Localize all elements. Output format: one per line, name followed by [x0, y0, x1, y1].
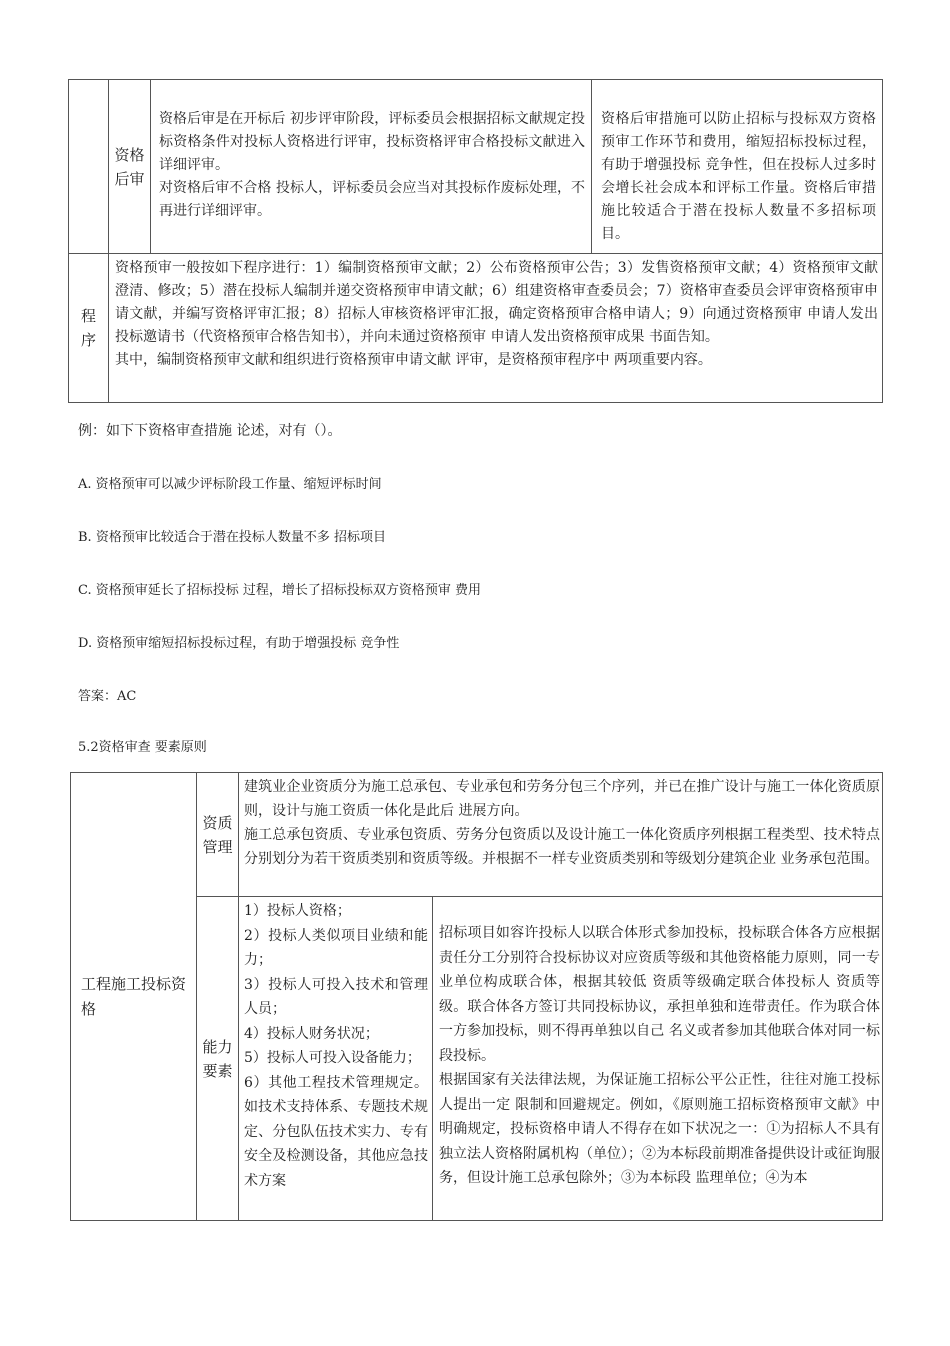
post-review-desc-para: 资格后审是在开标后 初步评审阶段，评标委员会根据招标文献规定投标资格条件对投标人资格进行评审，投标资格评审合格投标文献进入详细评审。	[159, 111, 585, 173]
option-b: B. 资格预审比较适合于潜在投标人数量不多 招标项目	[78, 530, 386, 545]
post-review-note: 资格后审措施可以防止招标与投标双方资格预审工作环节和费用，缩短招标投标过程，有助于增强投标 竞争性，但在投标人过多时会增长社会成本和评标工作量。资格后审措施比较适合于潜在投标人数量不多招标项目。	[601, 111, 876, 242]
qualification-label: 资质管理	[202, 813, 233, 856]
main-label-cell	[71, 773, 197, 1221]
option-a: A. 资格预审可以减少评标阶段工作量、缩短评标时间	[78, 477, 382, 492]
qualification-text-cell	[239, 773, 883, 897]
ability-label: 能力要素	[202, 1037, 233, 1080]
procedure-label-cell	[69, 254, 109, 403]
procedure-para: 其中，编制资格预审文献和组织进行资格预审申请文献 评审，是资格预审程序中 两项重要内容。	[115, 352, 712, 368]
qualification-table-bottom	[70, 772, 883, 1221]
post-review-desc-para: 对资格后审不合格 投标人，评标委员会应当对其投标作废标处理，不再进行详细评审。	[159, 180, 585, 219]
empty-cell	[69, 80, 109, 254]
post-review-label: 资格后审	[114, 145, 145, 188]
ability-desc-cell	[433, 897, 883, 1221]
ability-desc-para: 招标项目如容许投标人以联合体形式参加投标，投标联合体各方应根据责任分工分别符合投标协议对应资质等级和其他资格能力原则，同一专业单位构成联合体，根据其较低 资质等级确定联合体投标人 资质等级。联合体各方签订共同投标协议，承担单独和连带责任。作为联合体一方参加投标，则不得再单独以自己 名义或者参加其他联合体对同一标段投标。	[439, 925, 881, 1064]
ability-label-cell	[197, 897, 239, 1221]
main-label: 工程施工投标资格	[81, 974, 187, 1018]
post-review-note-cell	[592, 80, 883, 254]
procedure-label: 程序	[80, 307, 96, 349]
option-d: D. 资格预审缩短招标投标过程，有助于增强投标 竞争性	[78, 636, 400, 651]
ability-desc-para: 根据国家有关法律法规，为保证施工招标公平公正性，往往对施工投标人提出一定 限制和回避规定。例如，《原则施工招标资格预审文献》中明确规定，投标资格申请人不得存在如下状况之一：①为招标人不具有独立法人资格附属机构（单位）；②为本标段前期准备提供设计或征询服务，但设计施工总承包除外；③为本标段 监理单位；④为本	[439, 1072, 881, 1186]
question-stem: 例：如下下资格审查措施 论述，对有（）。	[78, 423, 342, 439]
option-c: C. 资格预审延长了招标投标 过程，增长了招标投标双方资格预审 费用	[78, 583, 482, 598]
qualification-label-cell	[197, 773, 239, 897]
ability-items-cell	[239, 897, 433, 1221]
qualification-para: 施工总承包资质、专业承包资质、劳务分包资质以及设计施工一体化资质序列根据工程类型、技术特点分别划分为若干资质类别和资质等级。并根据不一样专业资质类别和等级划分建筑企业 业务承包范围。	[244, 827, 881, 867]
ability-item: 2）投标人类似项目业绩和能力；	[244, 927, 428, 968]
procedure-text-cell	[109, 254, 883, 403]
post-review-label-cell	[109, 80, 151, 254]
section-heading: 5.2资格审查 要素原则	[78, 740, 207, 755]
ability-item: 4）投标人财务状况；	[244, 1025, 379, 1042]
qualification-para: 建筑业企业资质分为施工总承包、专业承包和劳务分包三个序列，并已在推广设计与施工一体化资质原则，设计与施工资质一体化是此后 进展方向。	[244, 779, 881, 819]
ability-item: 3）投标人可投入技术和管理人员；	[244, 976, 428, 1017]
procedure-para: 资格预审一般按如下程序进行：1）编制资格预审文献；2）公布资格预审公告；3）发售资格预审文献；4）资格预审文献 澄清、修改；5）潜在投标人编制并递交资格预审申请文献；6）组建资格审查委员会；7）资格审查委员会评审资格预审申请文献，并编写资格评审汇报；8）招标人审核资格评审汇报，确定资格预审合格申请人；9）向通过资格预审 申请人发出投标邀请书（代资格预审合格告知书），并向未通过资格预审 申请人发出资格预审成果 书面告知。	[115, 260, 878, 345]
post-review-desc-cell	[151, 80, 592, 254]
ability-item: 5）投标人可投入设备能力；	[244, 1050, 421, 1066]
qualification-table-top	[68, 79, 883, 403]
answer-text: 答案：AC	[78, 689, 137, 704]
ability-item: 1）投标人资格；	[244, 903, 351, 919]
ability-item: 6）其他工程技术管理规定。如技术支持体系、专题技术规定、分包队伍技术实力、专有安全及检测设备，其他应急技术方案	[244, 1074, 428, 1189]
